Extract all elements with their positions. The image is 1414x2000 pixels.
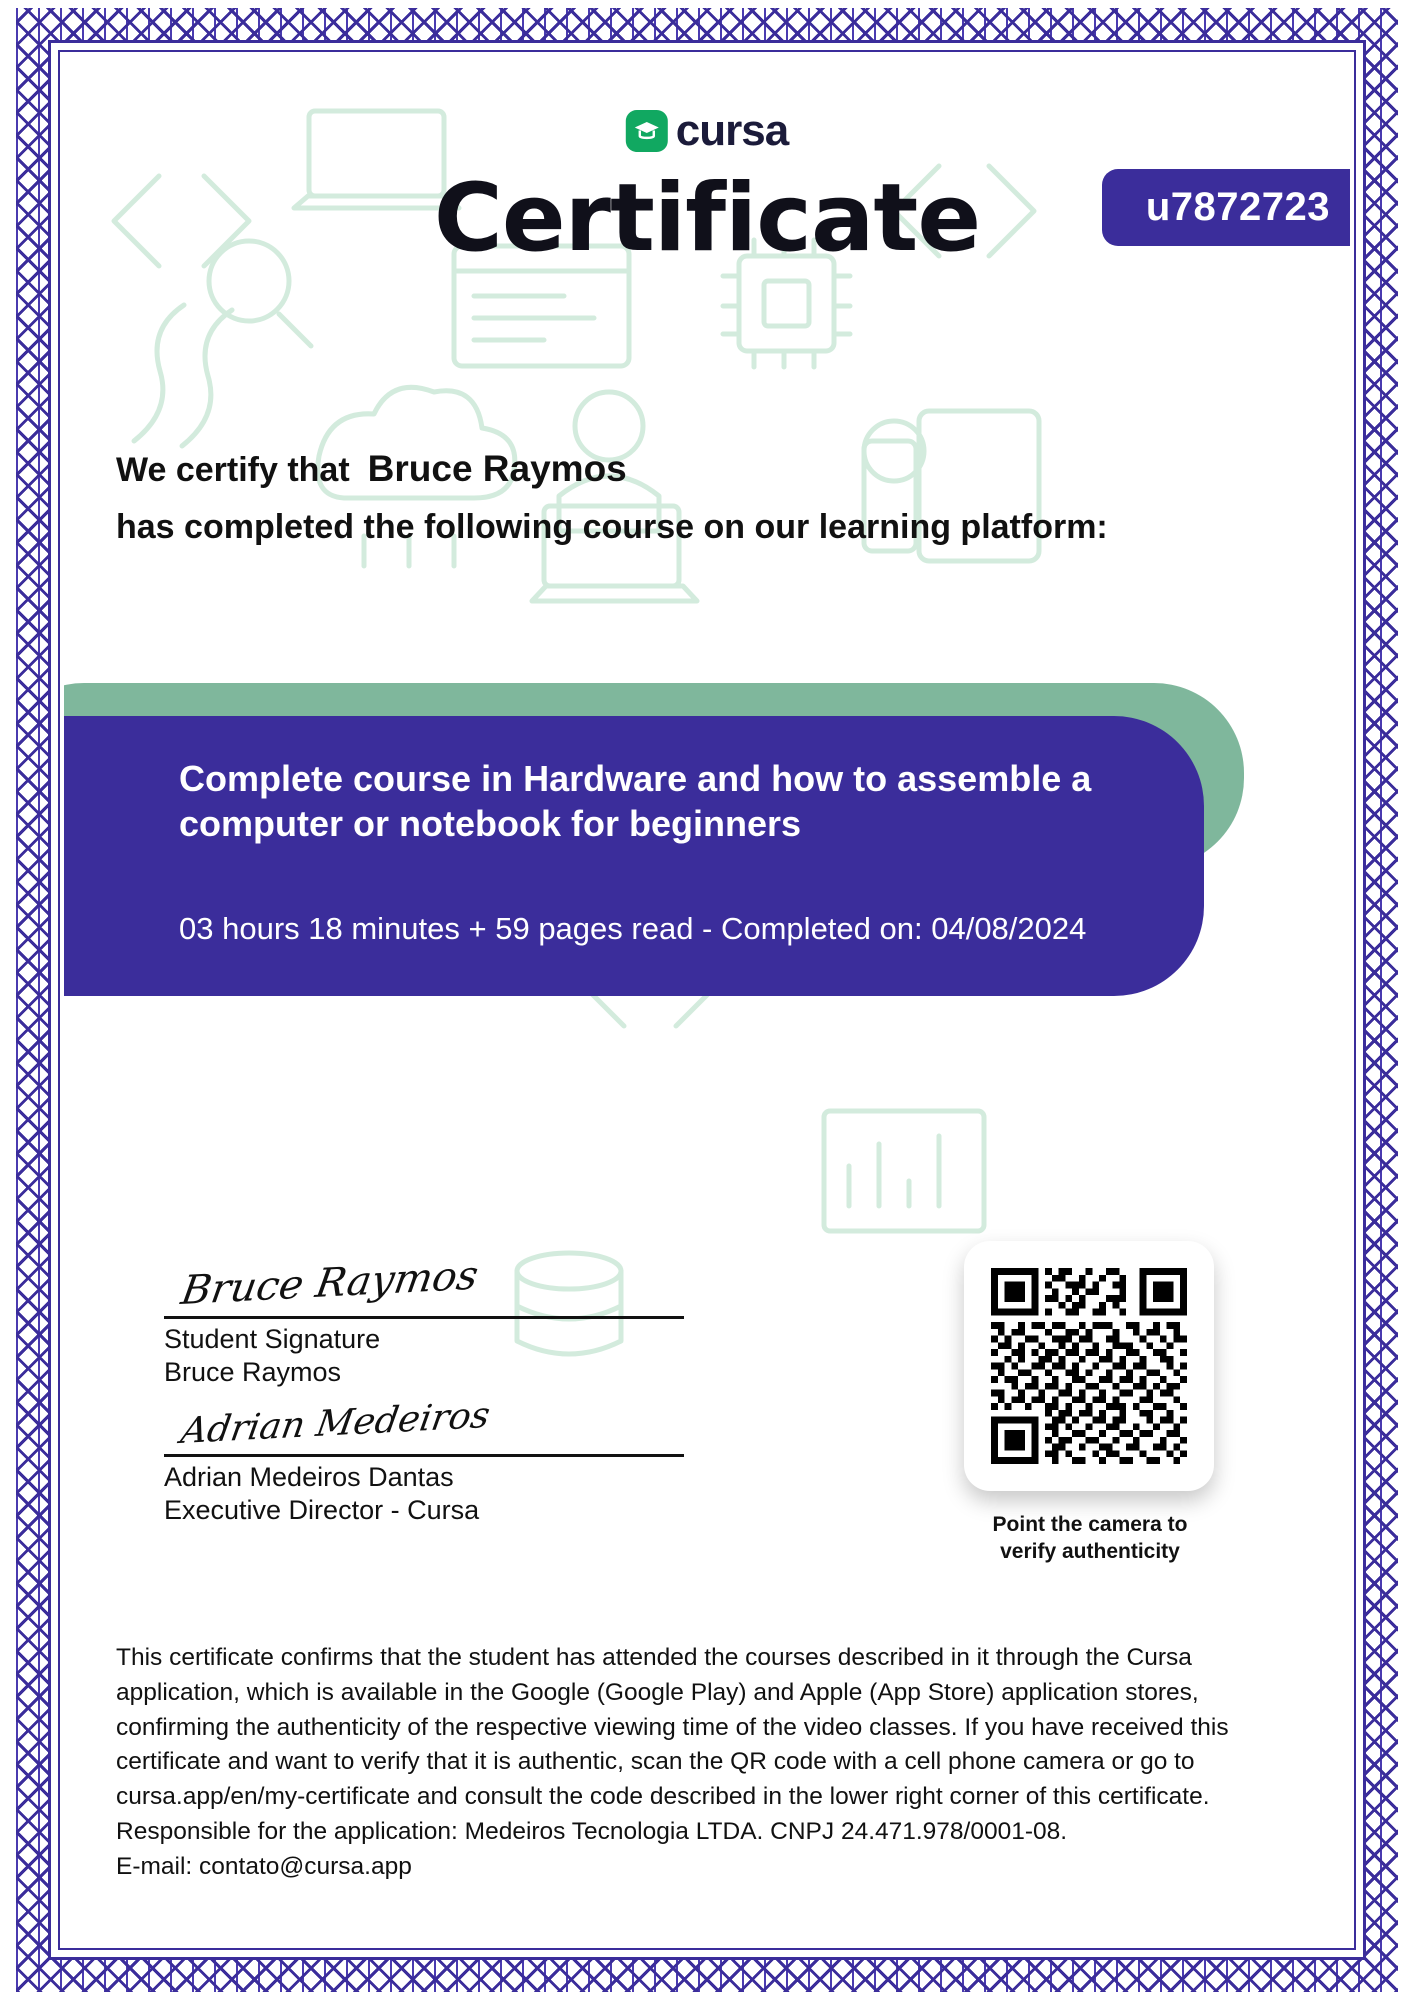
signature-caption-line2: Bruce Raymos xyxy=(164,1356,342,1387)
certify-label: We certify that xyxy=(116,451,350,489)
qr-code-card[interactable] xyxy=(964,1241,1214,1491)
signature-line xyxy=(164,1454,684,1457)
signature-caption-line1: Student Signature xyxy=(164,1324,381,1354)
footer-disclaimer xyxy=(116,1641,1306,1884)
footer-line-1: This certificate confirms that the student has attended the courses described in it through the Cursa xyxy=(116,1644,1192,1671)
brand-logo xyxy=(626,106,788,156)
signature-caption-line1: Adrian Medeiros Dantas xyxy=(164,1462,454,1492)
signature-caption-line2: Executive Director - Cursa xyxy=(164,1494,480,1525)
course-meta: 03 hours 18 minutes + 59 pages read - Completed on: 04/08/2024 xyxy=(179,911,1087,946)
certificate-canvas xyxy=(64,56,1350,1944)
footer-line-5: cursa.app/en/my-certificate and consult the code described in the lower right corner of this certificate. xyxy=(116,1783,1210,1811)
signature-block-student xyxy=(164,1252,684,1389)
course-title: Complete course in Hardware and how to assemble a computer or notebook for beginners xyxy=(179,758,1092,845)
graduation-cap-icon xyxy=(626,110,668,152)
qr-caption-line1: Point the camera to xyxy=(992,1513,1188,1536)
footer-line-6: Responsible for the application: Medeiros Tecnologia LTDA. CNPJ 24.471.978/0001-08. xyxy=(116,1817,1068,1845)
footer-line-2: application, which is available in the Google (Google Play) and Apple (App Store) application stores, xyxy=(116,1678,1199,1706)
signature-line xyxy=(164,1316,684,1319)
signature-block-director xyxy=(164,1395,684,1527)
footer-line-4: certificate and want to verify that it is authentic, scan the QR code with a cell phone camera or go to xyxy=(116,1748,1195,1776)
footer-line-3: confirming the authenticity of the respective viewing time of the video classes. If you have received this xyxy=(116,1713,1229,1741)
certify-subtitle: has completed the following course on our learning platform: xyxy=(116,508,1108,546)
student-name: Bruce Raymos xyxy=(367,448,627,489)
certify-row xyxy=(116,448,627,490)
page-title: Certificate xyxy=(433,164,981,273)
qr-caption xyxy=(942,1511,1238,1566)
student-signature-caption xyxy=(164,1323,684,1389)
director-signature-script: Adrian Medeiros xyxy=(178,1395,493,1452)
footer-line-7: E-mail: contato@cursa.app xyxy=(116,1852,412,1880)
student-signature-script: Bruce Raymos xyxy=(178,1252,482,1314)
certificate-code-badge: u7872723 xyxy=(1102,169,1350,246)
director-signature-caption xyxy=(164,1461,684,1527)
brand-name: cursa xyxy=(675,106,789,155)
qr-code-icon xyxy=(991,1268,1187,1464)
qr-caption-line2: verify authenticity xyxy=(1000,1540,1180,1564)
